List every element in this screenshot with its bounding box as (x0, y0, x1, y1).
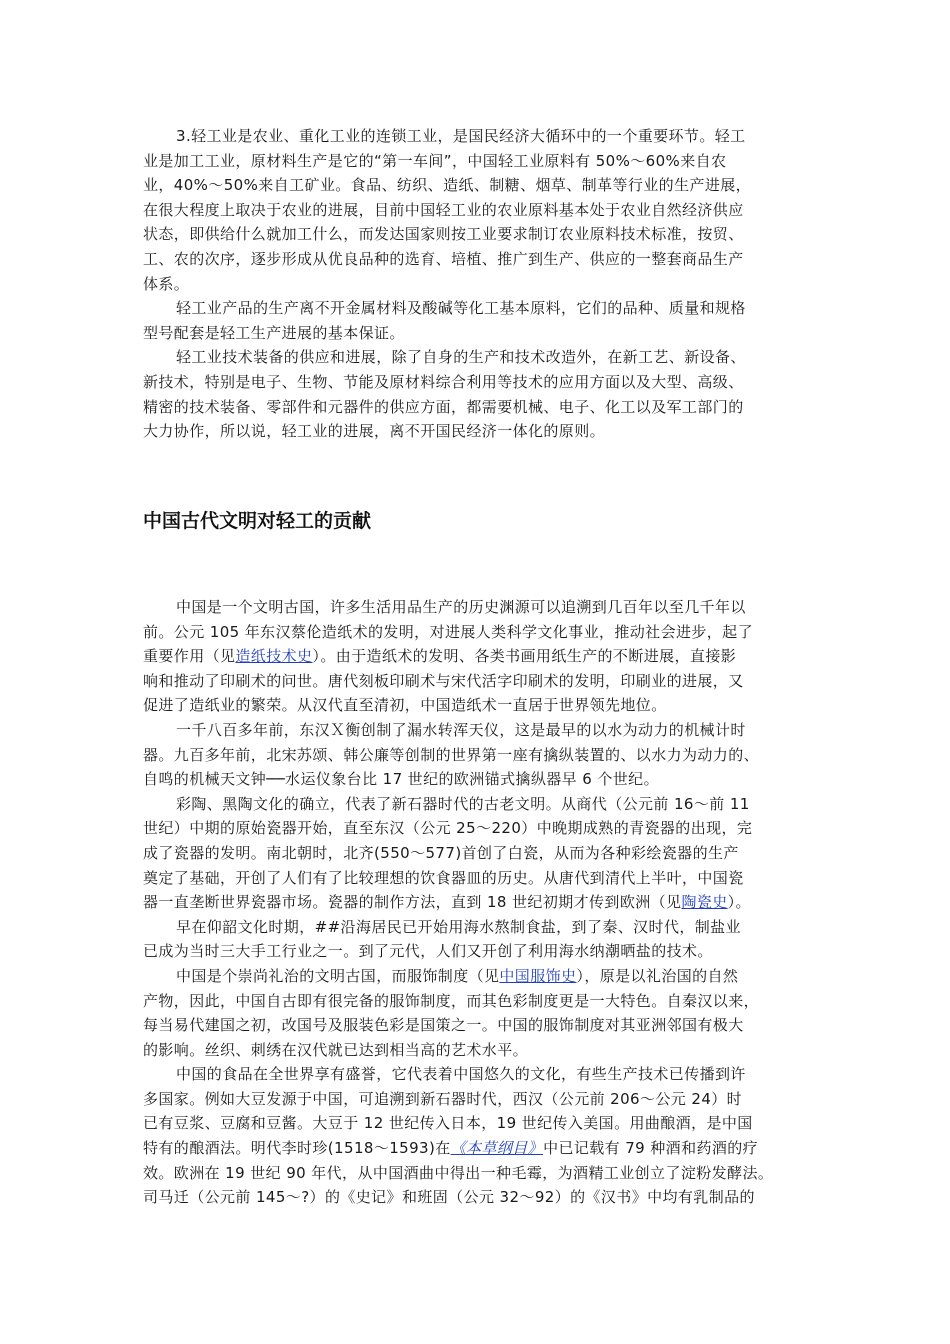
text-span: ），原是以礼治国的自然 (576, 966, 739, 985)
paragraph (143, 345, 808, 443)
text-span: 特有的酿酒法。明代李时珍(1518～1593)在 (143, 1139, 451, 1158)
text-line: 中国是一个文明古国，许多生活用品生产的历史渊源可以追溯到几百年以至几千年以 (176, 598, 746, 616)
text-line: 3.轻工业是农业、重化工业的连锁工业，是国民经济大循环中的一个重要环节。轻工 (176, 127, 746, 145)
text-line: 产物，因此，中国自古即有很完备的服饰制度，而其色彩制度更是一大特色。自秦汉以来， (143, 991, 760, 1010)
paragraph (143, 296, 808, 345)
text-line: 工、农的次序，逐步形成从优良品种的选育、培植、推广到生产、供应的一整套商品生产 (143, 249, 744, 268)
text-line: 多国家。例如大豆发源于中国，可追溯到新石器时代，西汉（公元前 206～公元 24）时 (143, 1089, 743, 1108)
text-line (143, 1136, 808, 1161)
text-line: 业是加工工业，原材料生产是它的“第一车间”，中国轻工业原料有 50%～60%来自农 (143, 151, 727, 170)
text-line: 奠定了基础，开创了人们有了比较理想的饮食器皿的历史。从唐代到清代上半叶，中国瓷 (143, 868, 744, 887)
text-span: 重要作用（见 (143, 647, 236, 666)
text-line: 已成为当时三大手工行业之一。到了元代，人们又开创了利用海水纳潮晒盐的技术。 (143, 942, 713, 961)
text-span: ）。 (727, 893, 751, 912)
text-line: 大力协作，所以说，轻工业的进展，离不开国民经济一体化的原则。 (143, 422, 606, 441)
text-line: 轻工业产品的生产离不开金属材料及酸碱等化工基本原料，它们的品种、质量和规格 (176, 299, 746, 318)
text-line: 一千八百多年前，东汉Ｘ衡创制了漏水转浑天仪，这是最早的以水为动力的机械计时 (176, 720, 746, 739)
text-line: 业，40%～50%来自工矿业。食品、纺织、造纸、制糖、烟草、制革等行业的生产进展， (143, 176, 752, 195)
text-line: 司马迁（公元前 145～?）的《史记》和班固（公元 32～92）的《汉书》中均有乳制品的 (143, 1188, 755, 1207)
text-line: 精密的技术装备、零部件和元器件的供应方面，都需要机械、电子、化工以及军工部门的 (143, 397, 744, 416)
text-line: 响和推动了印刷术的问世。唐代刻板印刷术与宋代活字印刷术的发明，印刷业的进展，又 (143, 671, 744, 690)
text-line: 前。公元 105 年东汉蔡伦造纸术的发明，对进展人类科学文化事业，推动社会进步，起了 (143, 622, 753, 641)
bencao-gangmu-link[interactable]: 《本草纲目》 (450, 1139, 544, 1158)
text-line: 轻工业技术装备的供应和进展，除了自身的生产和技术改造外，在新工艺、新设备、 (176, 348, 746, 367)
text-line: 已有豆浆、豆腐和豆酱。大豆于 12 世纪传入日本，19 世纪传入美国。用曲酿酒，是中国 (143, 1114, 753, 1133)
text-line: 自鸣的机械天文钟──水运仪象台比 17 世纪的欧洲锚式擒纵器早 6 个世纪。 (143, 770, 659, 789)
text-line: 早在仰韶文化时期，##沿海居民已开始用海水熬制食盐，到了秦、汉时代，制盐业 (176, 917, 741, 936)
paragraph (143, 595, 808, 718)
clothing-history-link[interactable]: 中国服饰史 (499, 966, 577, 985)
text-span: ）。由于造纸术的发明、各类书画用纸生产的不断进展，直接影 (312, 647, 737, 666)
text-line (143, 644, 808, 669)
text-line: 器。九百多年前，北宋苏颂、韩公廉等创制的世界第一座有擒纵装置的、以水力为动力的、 (143, 745, 760, 764)
text-line: 成了瓷器的发明。南北朝时，北齐(550～577)首创了白瓷，从而为各种彩绘瓷器的生产 (143, 843, 739, 862)
paragraph (143, 124, 808, 296)
text-line: 彩陶、黑陶文化的确立，代表了新石器时代的古老文明。从商代（公元前 16～前 11 (176, 794, 750, 813)
paragraph (143, 718, 808, 792)
text-span: 中国是个崇尚礼治的文明古国，而服饰制度（见 (176, 966, 500, 985)
text-line: 中国的食品在全世界享有盛誉，它代表着中国悠久的文化，有些生产技术已传播到许 (176, 1065, 746, 1084)
text-line (143, 964, 808, 989)
text-line: 的影响。丝织、刺绣在汉代就已达到相当高的艺术水平。 (143, 1040, 529, 1059)
section-light-industry (143, 124, 808, 444)
section-ancient-contributions (143, 595, 808, 1210)
text-line: 型号配套是轻工生产进展的基本保证。 (143, 323, 405, 342)
paragraph (143, 792, 808, 915)
text-line (143, 890, 808, 915)
text-line: 体系。 (143, 274, 190, 293)
paragraph (143, 964, 808, 1062)
text-line: 在很大程度上取决于农业的进展，目前中国轻工业的农业原料基本处于农业自然经济供应 (143, 200, 744, 219)
text-line: 状态，即供给什么就加工什么，而发达国家则按工业要求制订农业原料技术标准，按贸、 (143, 225, 744, 244)
text-line: 世纪）中期的原始瓷器开始，直至东汉（公元 25～220）中晚期成熟的青瓷器的出现，完 (143, 819, 753, 838)
text-line: 效。欧洲在 19 世纪 90 年代，从中国酒曲中得出一种毛霉，为酒精工业创立了淀粉发酵法。 (143, 1163, 774, 1182)
text-line: 每当易代建国之初，改国号及服装色彩是国策之一。中国的服饰制度对其亚洲邻国有极大 (143, 1016, 744, 1035)
paragraph (143, 1062, 808, 1210)
ceramics-history-link[interactable]: 陶瓷史 (681, 893, 728, 912)
paragraph (143, 915, 808, 964)
text-line: 新技术，特别是电子、生物、节能及原材料综合利用等技术的应用方面以及大型、高级、 (143, 372, 744, 391)
section-heading: 中国古代文明对轻工的贡献 (143, 510, 372, 532)
text-span: 器一直垄断世界瓷器市场。瓷器的制作方法，直到 18 世纪初期才传到欧洲（见 (143, 893, 682, 912)
text-span: 中已记载有 79 种酒和药酒的疗 (543, 1139, 759, 1158)
text-line: 促进了造纸业的繁荣。从汉代直至清初，中国造纸术一直居于世界领先地位。 (143, 696, 667, 715)
papermaking-history-link[interactable]: 造纸技术史 (235, 647, 313, 666)
